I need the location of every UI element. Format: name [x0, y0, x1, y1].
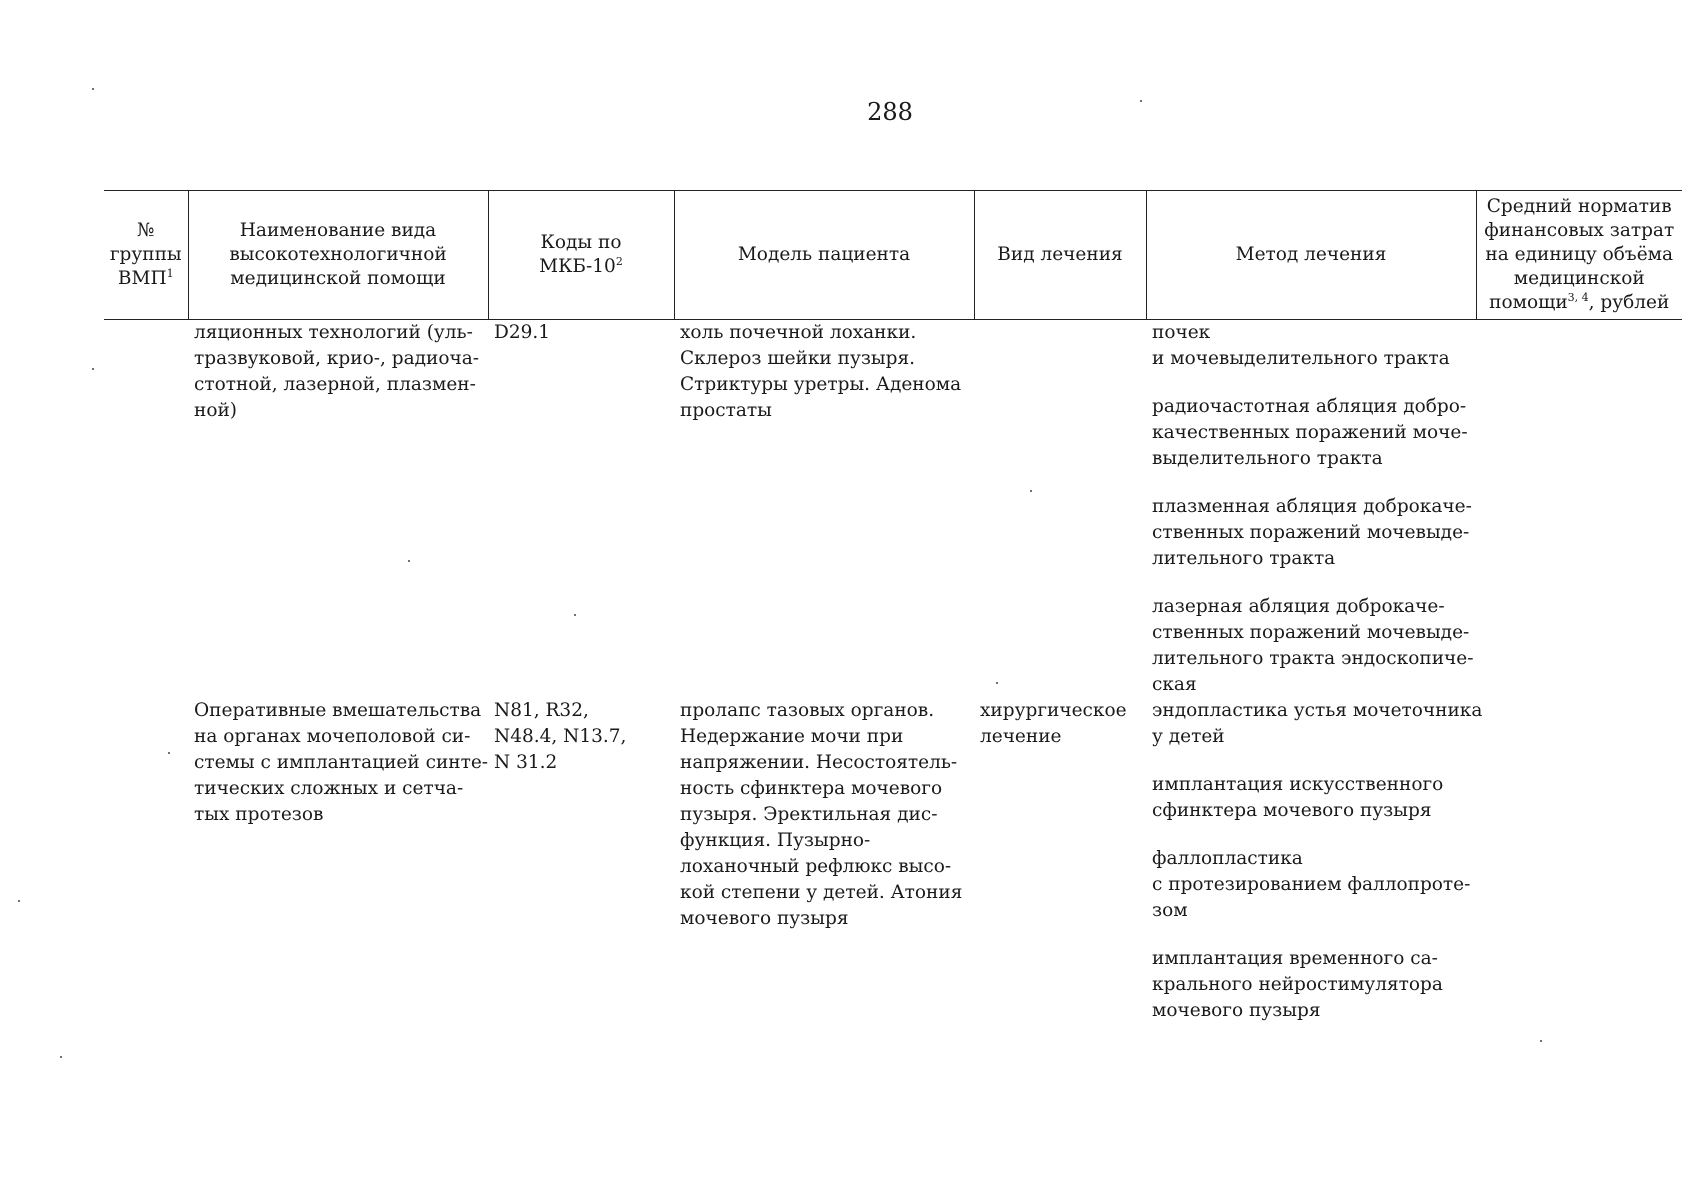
text-line: и мочевыделительного тракта: [1152, 348, 1450, 369]
text-line: тических сложных и сетча-: [194, 778, 464, 799]
header-care-name: [188, 191, 488, 320]
table-row: [104, 320, 1682, 699]
text-line: Оперативные вмешательства: [194, 700, 482, 721]
header-cost-norm: [1476, 191, 1682, 320]
text-line: у детей: [1152, 726, 1225, 747]
header-text: финансовых затрат: [1484, 220, 1675, 241]
cell-cost-norm: [1476, 698, 1682, 1024]
text-line: ская: [1152, 674, 1197, 695]
method-entry: [1152, 594, 1474, 698]
cell-treatment-method: [1146, 698, 1483, 1024]
header-patient-model: Модель пациента: [674, 191, 974, 320]
scan-speck: [408, 560, 410, 562]
text-line: хирургическое: [980, 700, 1127, 721]
cell-treatment-kind: [974, 698, 1146, 1024]
footnote-mark: 3, 4: [1567, 290, 1589, 304]
header-treatment-kind: Вид лечения: [974, 191, 1146, 320]
text-line: мочевого пузыря: [680, 908, 849, 929]
text-line: D29.1: [494, 322, 551, 343]
text-line: пролапс тазовых органов.: [680, 700, 935, 721]
text-line: Стриктуры уретры. Аденома: [680, 374, 962, 395]
text-line: стемы с имплантацией синте-: [194, 752, 489, 773]
header-text: медицинской: [1513, 268, 1645, 289]
method-entry: [1152, 946, 1470, 1024]
cell-cost-norm: [1476, 320, 1682, 699]
cell-icd-codes: [488, 320, 674, 699]
text-line: эндопластика устья мочеточника: [1152, 700, 1483, 721]
text-line: ственных поражений мочевыде-: [1152, 522, 1470, 543]
text-line: мочевого пузыря: [1152, 1000, 1321, 1021]
header-text: помощи: [1489, 292, 1568, 313]
cell-group-number: [104, 320, 188, 699]
text-line: на органах мочеполовой си-: [194, 726, 471, 747]
header-text: , рублей: [1588, 292, 1670, 313]
scan-speck: [92, 88, 94, 90]
method-entry: [1152, 320, 1470, 372]
scan-speck: [1540, 1040, 1542, 1042]
text-line: зом: [1152, 900, 1188, 921]
header-treatment-method: Метод лечения: [1146, 191, 1476, 320]
text-line: N81, R32,: [494, 700, 589, 721]
header-group-number: [104, 191, 188, 320]
text-line: крального нейростимулятора: [1152, 974, 1443, 995]
text-line: имплантация искусственного: [1152, 774, 1444, 795]
header-icd-codes: [488, 191, 674, 320]
header-text: ВМП: [117, 268, 167, 289]
method-entry: [1152, 698, 1483, 750]
cell-treatment-kind: [974, 320, 1146, 699]
text-line: плазменная абляция доброкаче-: [1152, 496, 1472, 517]
text-line: радиочастотная абляция добро-: [1152, 396, 1467, 417]
text-line: тразвуковой, крио-, радиоча-: [194, 348, 479, 369]
scan-speck: [1140, 100, 1142, 102]
text-line: N 31.2: [494, 752, 558, 773]
text-line: с протезированием фаллопроте-: [1152, 874, 1471, 895]
footnote-mark: 2: [615, 254, 623, 268]
method-entry: [1152, 846, 1470, 924]
text-line: имплантация временного са-: [1152, 948, 1438, 969]
method-entry: [1152, 772, 1470, 824]
vmp-table: [104, 190, 1682, 1024]
header-text: Средний норматив: [1486, 196, 1672, 217]
text-line: тых протезов: [194, 804, 324, 825]
text-line: напряжении. Несостоятель-: [680, 752, 958, 773]
header-text: Наименование вида: [239, 220, 437, 241]
method-entry: [1152, 394, 1470, 472]
text-line: холь почечной лоханки.: [680, 322, 917, 343]
text-line: кой степени у детей. Атония: [680, 882, 963, 903]
scan-speck: [60, 1056, 62, 1058]
text-line: почек: [1152, 322, 1211, 343]
text-line: ственных поражений мочевыде-: [1152, 622, 1470, 643]
cell-care-name: [188, 320, 488, 699]
scan-speck: [996, 682, 998, 684]
text-line: лительного тракта: [1152, 548, 1336, 569]
text-line: N48.4, N13.7,: [494, 726, 627, 747]
text-line: лечение: [980, 726, 1062, 747]
text-line: выделительного тракта: [1152, 448, 1383, 469]
header-text: группы: [109, 244, 182, 265]
text-line: Недержание мочи при: [680, 726, 904, 747]
cell-care-name: [188, 698, 488, 1024]
text-line: Склероз шейки пузыря.: [680, 348, 916, 369]
text-line: пузыря. Эректильная дис-: [680, 804, 938, 825]
text-line: стотной, лазерной, плазмен-: [194, 374, 476, 395]
footnote-mark: 1: [166, 266, 174, 280]
scan-speck: [18, 900, 20, 902]
header-text: МКБ-10: [539, 256, 616, 277]
table-row: [104, 698, 1682, 1024]
cell-group-number: [104, 698, 188, 1024]
method-entry: [1152, 494, 1470, 572]
cell-icd-codes: [488, 698, 674, 1024]
header-text: высокотехнологичной: [229, 244, 447, 265]
table-header-row: [104, 191, 1682, 320]
text-line: простаты: [680, 400, 772, 421]
text-line: лоханочный рефлюкс высо-: [680, 856, 952, 877]
header-text: №: [136, 220, 155, 241]
text-line: ной): [194, 400, 238, 421]
text-line: лазерная абляция доброкаче-: [1152, 596, 1445, 617]
text-line: сфинктера мочевого пузыря: [1152, 800, 1432, 821]
scan-speck: [92, 368, 94, 370]
scan-speck: [1030, 490, 1032, 492]
cell-treatment-method: [1146, 320, 1476, 699]
page-number: 288: [867, 98, 913, 126]
text-line: лительного тракта эндоскопиче-: [1152, 648, 1474, 669]
header-text: на единицу объёма: [1485, 244, 1674, 265]
header-text: Коды по: [540, 232, 622, 253]
cell-patient-model: [674, 698, 974, 1024]
header-text: медицинской помощи: [230, 268, 446, 289]
scan-speck: [168, 752, 170, 754]
text-line: ность сфинктера мочевого: [680, 778, 943, 799]
cell-patient-model: [674, 320, 974, 699]
text-line: качественных поражений моче-: [1152, 422, 1468, 443]
text-line: ляционных технологий (уль-: [194, 322, 473, 343]
scan-speck: [574, 614, 576, 616]
text-line: фаллопластика: [1152, 848, 1303, 869]
text-line: функция. Пузырно-: [680, 830, 871, 851]
